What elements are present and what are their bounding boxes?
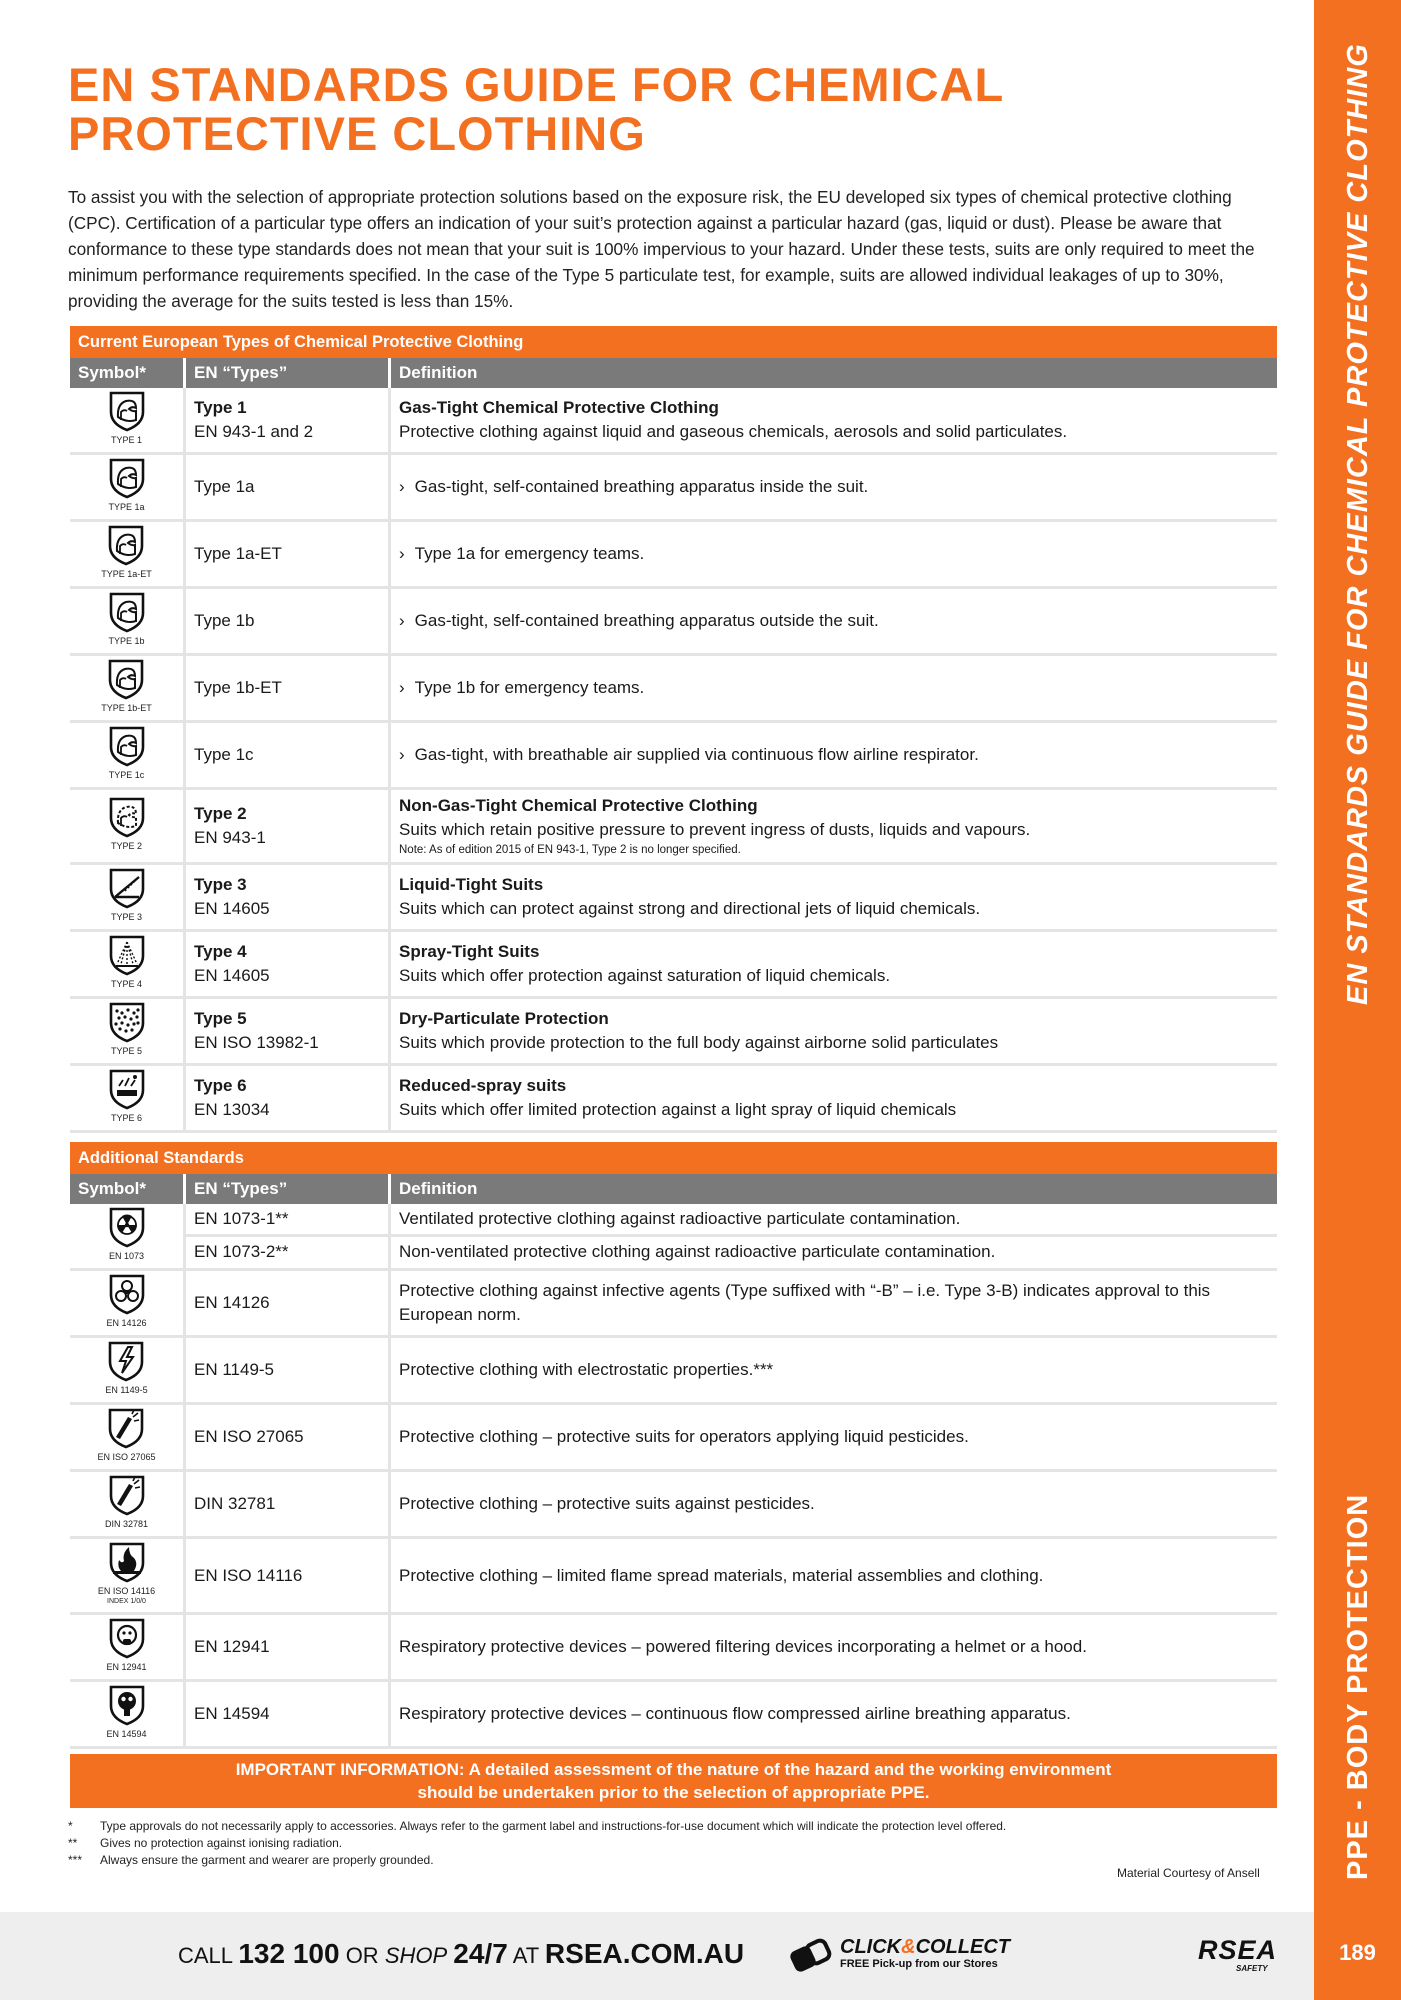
- type-cell: EN 14126: [186, 1271, 391, 1338]
- type-name: Type 4: [194, 942, 247, 961]
- important-line2: should be undertaken prior to the selection of appropriate PPE.: [417, 1783, 930, 1802]
- symbol-cell: [70, 932, 186, 999]
- important-line1: IMPORTANT INFORMATION: A detailed assessment of the nature of the hazard and the working environment: [235, 1760, 1112, 1779]
- symbol-label: EN 12941: [106, 1662, 147, 1672]
- flame-icon: [98, 1541, 155, 1607]
- type-standard: EN 943-1 and 2: [194, 422, 314, 441]
- definition-text: Suits which retain positive pressure to prevent ingress of dusts, liquids and vapours.: [399, 820, 1031, 839]
- symbol-cell: [70, 455, 186, 522]
- definition-note: Note: As of edition 2015 of EN 943-1, Type 2 is no longer specified.: [399, 844, 741, 856]
- definition-cell: [391, 932, 1277, 999]
- symbol-label: EN 1149-5: [105, 1385, 148, 1395]
- symbol-label: TYPE 3: [110, 912, 142, 922]
- type-cell: EN 1073-2**: [186, 1237, 391, 1271]
- definition-cell: [391, 1066, 1277, 1133]
- important-information-banner: [70, 1754, 1277, 1808]
- type-cell: DIN 32781: [186, 1472, 391, 1539]
- symbol-label-index: INDEX 1/0/0: [107, 1598, 146, 1605]
- table-row: [70, 865, 1277, 932]
- type-cell: [186, 589, 391, 656]
- symbol-cell: [70, 790, 186, 865]
- column-header-definition: Definition: [391, 358, 1277, 388]
- type-standard: EN 14605: [194, 899, 270, 918]
- footnote: ** Gives no protection against ionising radiation.: [68, 1836, 343, 1850]
- gas-tight-suit-icon: [101, 658, 152, 713]
- electrostatic-icon: [105, 1340, 147, 1395]
- table-row: [70, 522, 1277, 589]
- definition-bullet: › Gas-tight, self-contained breathing apparatus outside the suit.: [399, 611, 879, 630]
- definition-title: Non-Gas-Tight Chemical Protective Clothing: [399, 796, 758, 815]
- gas-tight-suit-icon: [107, 591, 147, 646]
- section-header: Additional Standards: [70, 1142, 1277, 1174]
- definition-bullet: › Type 1b for emergency teams.: [399, 678, 644, 697]
- type-name: Type 5: [194, 1009, 247, 1028]
- definition-cell: [391, 388, 1277, 455]
- footnotes: [68, 1818, 1006, 1869]
- type-cell: [186, 522, 391, 589]
- type-name: Type 6: [194, 1076, 247, 1095]
- symbol-label: EN 14126: [106, 1318, 147, 1328]
- table-row: [70, 1472, 1277, 1539]
- symbol-label: TYPE 4: [110, 979, 142, 989]
- pesticide-icon: [105, 1474, 148, 1529]
- type-name: Type 1a: [194, 477, 255, 496]
- definition-text: Suits which provide protection to the full body against airborne solid particulates: [399, 1033, 999, 1052]
- section-header: Current European Types of Chemical Protective Clothing: [70, 326, 1277, 358]
- table-row: [70, 1066, 1277, 1133]
- definition-cell: [391, 723, 1277, 790]
- symbol-label: EN 14594: [106, 1729, 147, 1739]
- type-cell: EN ISO 27065: [186, 1405, 391, 1472]
- type-name: Type 2: [194, 804, 247, 823]
- symbol-cell: [70, 1682, 186, 1749]
- table-row: [70, 388, 1277, 455]
- definition-cell: Protective clothing – protective suits against pesticides.: [391, 1472, 1277, 1539]
- type-standard: EN 13034: [194, 1100, 270, 1119]
- symbol-label: EN 1073: [108, 1251, 145, 1261]
- table-row: [70, 455, 1277, 522]
- type-cell: [186, 455, 391, 522]
- footer-call-to-action: CALL 132 100 OR SHOP 24/7 AT RSEA.COM.AU: [178, 1938, 745, 1969]
- definition-cell: Respiratory protective devices – continuous flow compressed airline breathing apparatus.: [391, 1682, 1277, 1749]
- symbol-cell: [70, 1539, 186, 1615]
- type-name: Type 3: [194, 875, 247, 894]
- symbol-cell: [70, 589, 186, 656]
- definition-cell: Protective clothing with electrostatic properties.***: [391, 1338, 1277, 1405]
- table-row: [70, 932, 1277, 999]
- symbol-label: TYPE 1b: [108, 636, 145, 646]
- radioactive-particulate-icon: [107, 1206, 147, 1261]
- footnote: * Type approvals do not necessarily apply to accessories. Always refer to the garment label and instructions-for-use document which will indicate the protection level offered.: [68, 1819, 1007, 1833]
- table-row: [70, 1204, 1277, 1237]
- column-header-definition: Definition: [391, 1174, 1277, 1204]
- symbol-cell: [70, 723, 186, 790]
- type-cell: [186, 999, 391, 1066]
- type-standard: EN ISO 13982-1: [194, 1033, 319, 1052]
- footnote: *** Always ensure the garment and wearer are properly grounded.: [68, 1853, 434, 1867]
- light-spray-icon: [107, 1068, 147, 1123]
- table-row: [70, 656, 1277, 723]
- symbol-label: TYPE 2: [110, 841, 142, 851]
- phone-number[interactable]: 132 100: [238, 1938, 340, 1969]
- definition-cell: [391, 999, 1277, 1066]
- type-cell: EN 12941: [186, 1615, 391, 1682]
- definition-cell: Non-ventilated protective clothing against radioactive particulate contamination.: [391, 1237, 1277, 1271]
- page-title: [68, 60, 1004, 158]
- symbol-label: EN ISO 27065: [97, 1452, 156, 1462]
- table-row: [70, 790, 1277, 865]
- type-cell: [186, 656, 391, 723]
- cpc-types-table: [70, 326, 1277, 1133]
- type-cell: EN 14594: [186, 1682, 391, 1749]
- intro-paragraph: To assist you with the selection of appropriate protection solutions based on the exposure risk, the EU developed six types of chemical protective clothing (CPC). Certification of a particular type offers an indication of your suit’s protection against a particular hazard (gas, liquid or dust). Please be aware that conformance to these type standards does not mean that your suit is 100% impervious to your hazard. Under these tests, suits are only required to meet the minimum performance requirements specified. In the case of the Type 5 particulate test, for example, suits are allowed individual leakages of up to 30%, providing the average for the suits tested is less than 15%.: [68, 187, 1255, 311]
- definition-cell: Protective clothing against infective agents (Type suffixed with “-B” – i.e. Type 3-B) indicates approval to this European norm.: [391, 1271, 1277, 1338]
- column-header-symbol: Symbol*: [70, 358, 186, 388]
- type-cell: EN 1073-1**: [186, 1204, 391, 1237]
- symbol-label: DIN 32781: [104, 1519, 149, 1529]
- type-standard: EN 14605: [194, 966, 270, 985]
- spray-icon: [107, 934, 147, 989]
- material-credit: Material Courtesy of Ansell: [1117, 1866, 1260, 1880]
- type-standard: EN 943-1: [194, 828, 266, 847]
- table-row: [70, 1405, 1277, 1472]
- symbol-cell: [70, 1615, 186, 1682]
- click-collect-logo: CLICK&COLLECT FREE Pick-up from our Stores: [840, 1936, 1010, 1970]
- symbol-label: TYPE 1: [110, 435, 142, 445]
- type-cell: [186, 1066, 391, 1133]
- definition-title: Dry-Particulate Protection: [399, 1009, 609, 1028]
- gas-tight-suit-icon: [107, 457, 147, 512]
- page-title-line1: EN STANDARDS GUIDE FOR CHEMICAL: [68, 58, 1005, 111]
- gas-tight-suit-icon: [101, 524, 152, 579]
- column-header-types: EN “Types”: [186, 358, 391, 388]
- definition-cell: [391, 790, 1277, 865]
- symbol-label: TYPE 5: [110, 1046, 142, 1056]
- symbol-label: TYPE 1a: [108, 502, 145, 512]
- symbol-label: TYPE 1c: [108, 770, 145, 780]
- type-cell: [186, 723, 391, 790]
- symbol-cell: [70, 999, 186, 1066]
- powered-respirator-icon: [106, 1617, 146, 1672]
- pesticide-icon: [97, 1407, 155, 1462]
- definition-bullet: › Gas-tight, with breathable air supplied via continuous flow airline respirator.: [399, 745, 979, 764]
- definition-cell: Respiratory protective devices – powered filtering devices incorporating a helmet or a hood.: [391, 1615, 1277, 1682]
- table-row: [70, 1271, 1277, 1338]
- biohazard-icon: [106, 1273, 146, 1328]
- non-gas-tight-suit-icon: [107, 796, 147, 851]
- page-number: 189: [1339, 1940, 1376, 1965]
- definition-bullet: › Gas-tight, self-contained breathing apparatus inside the suit.: [399, 477, 868, 496]
- table-row: [70, 1682, 1277, 1749]
- definition-cell: [391, 455, 1277, 522]
- symbol-cell: [70, 1472, 186, 1539]
- definition-bullet: › Type 1a for emergency teams.: [399, 544, 644, 563]
- definition-title: Reduced-spray suits: [399, 1076, 567, 1095]
- definition-cell: Ventilated protective clothing against radioactive particulate contamination.: [391, 1204, 1277, 1237]
- symbol-cell: [70, 1066, 186, 1133]
- type-cell: [186, 932, 391, 999]
- type-name: Type 1b-ET: [194, 678, 282, 697]
- gas-tight-suit-icon: [107, 725, 147, 780]
- symbol-cell: [70, 388, 186, 455]
- symbol-label: EN ISO 14116: [97, 1586, 156, 1596]
- table-row: [70, 999, 1277, 1066]
- type-name: Type 1c: [194, 745, 254, 764]
- table-row: [70, 589, 1277, 656]
- gas-tight-suit-icon: [107, 390, 147, 445]
- rsea-logo-sub: SAFETY: [1236, 1964, 1268, 1973]
- liquid-jet-icon: [107, 867, 147, 922]
- symbol-label: TYPE 1b-ET: [101, 703, 152, 713]
- type-cell: [186, 388, 391, 455]
- sidebar-section: PPE - BODY PROTECTION: [1342, 1493, 1374, 1880]
- symbol-cell: [70, 1338, 186, 1405]
- rsea-logo: RSEA: [1198, 1935, 1278, 1965]
- symbol-cell: [70, 1204, 186, 1271]
- type-cell: EN ISO 14116: [186, 1539, 391, 1615]
- table-row: [70, 1615, 1277, 1682]
- table-row: [70, 723, 1277, 790]
- sidebar-title: EN STANDARDS GUIDE FOR CHEMICAL PROTECTIVE CLOTHING: [1342, 43, 1374, 1005]
- definition-title: Gas-Tight Chemical Protective Clothing: [399, 398, 719, 417]
- column-header-types: EN “Types”: [186, 1174, 391, 1204]
- definition-cell: Protective clothing – protective suits for operators applying liquid pesticides.: [391, 1405, 1277, 1472]
- definition-title: Liquid-Tight Suits: [399, 875, 544, 894]
- symbol-cell: [70, 522, 186, 589]
- definition-cell: [391, 522, 1277, 589]
- definition-text: Suits which offer limited protection against a light spray of liquid chemicals: [399, 1100, 957, 1119]
- type-cell: EN 1149-5: [186, 1338, 391, 1405]
- symbol-cell: [70, 1271, 186, 1338]
- symbol-label: TYPE 1a-ET: [101, 569, 152, 579]
- symbol-cell: [70, 656, 186, 723]
- definition-cell: [391, 589, 1277, 656]
- website-link[interactable]: RSEA.COM.AU: [544, 1938, 745, 1969]
- type-name: Type 1a-ET: [194, 544, 282, 563]
- type-cell: [186, 790, 391, 865]
- click-collect-icon: [786, 1936, 834, 1976]
- table-row: [70, 1237, 1277, 1271]
- symbol-label: TYPE 6: [110, 1113, 142, 1123]
- page-title-line2: PROTECTIVE CLOTHING: [68, 107, 646, 160]
- airline-respirator-icon: [106, 1684, 146, 1739]
- type-name: Type 1: [194, 398, 247, 417]
- symbol-cell: [70, 1405, 186, 1472]
- symbol-cell: [70, 865, 186, 932]
- definition-cell: Protective clothing – limited flame spread materials, material assemblies and clothing.: [391, 1539, 1277, 1615]
- type-cell: [186, 865, 391, 932]
- additional-standards-table: [70, 1142, 1277, 1749]
- definition-title: Spray-Tight Suits: [399, 942, 540, 961]
- definition-cell: [391, 865, 1277, 932]
- definition-text: Suits which can protect against strong and directional jets of liquid chemicals.: [399, 899, 981, 918]
- table-row: [70, 1338, 1277, 1405]
- definition-cell: [391, 656, 1277, 723]
- definition-text: Protective clothing against liquid and gaseous chemicals, aerosols and solid particulates.: [399, 422, 1068, 441]
- column-header-symbol: Symbol*: [70, 1174, 186, 1204]
- table-row: [70, 1539, 1277, 1615]
- type-name: Type 1b: [194, 611, 255, 630]
- particulate-icon: [107, 1001, 147, 1056]
- definition-text: Suits which offer protection against saturation of liquid chemicals.: [399, 966, 891, 985]
